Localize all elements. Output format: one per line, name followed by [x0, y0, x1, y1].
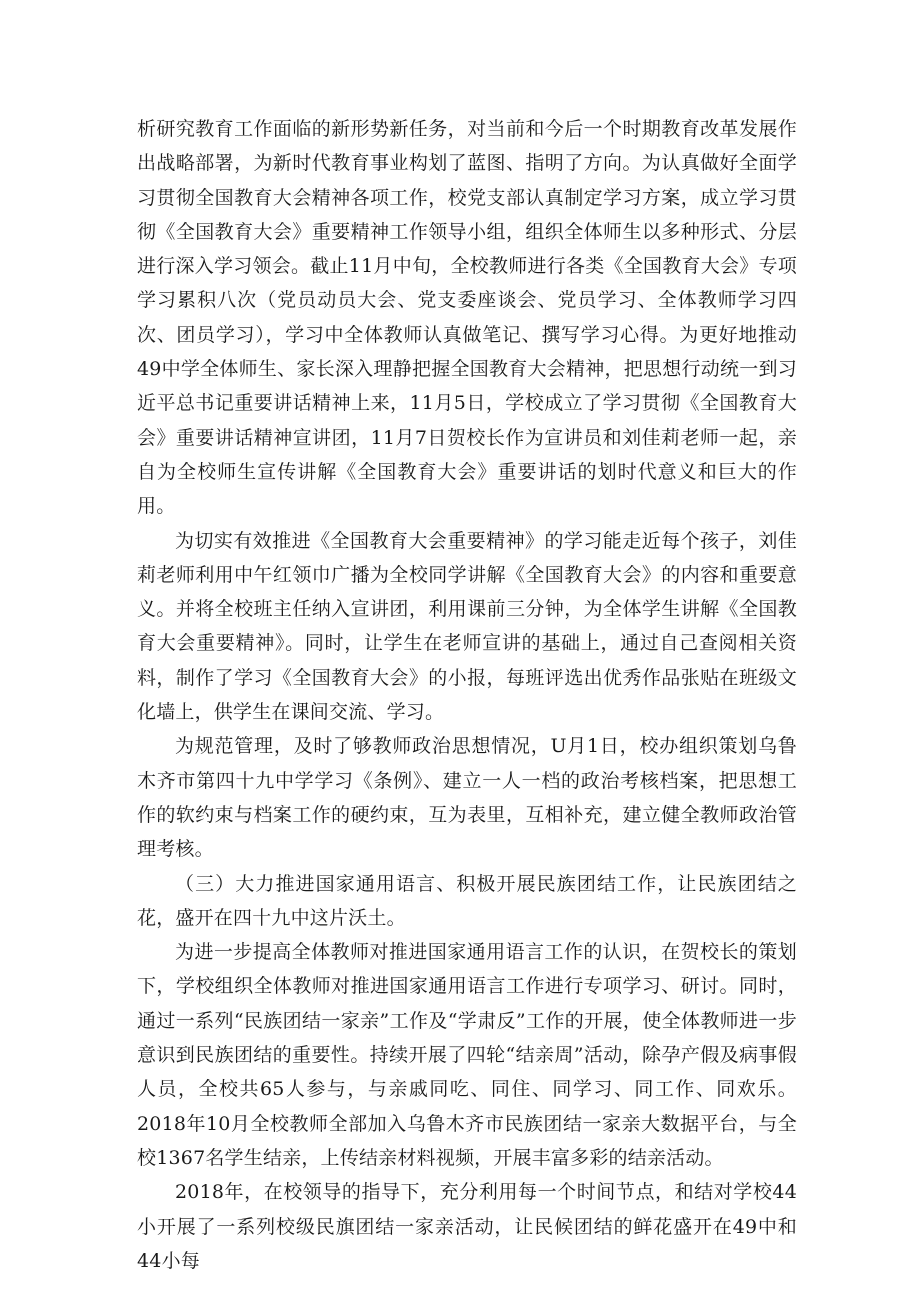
section-heading-three: （三）大力推进国家通用语言、积极开展民族团结工作，让民族团结之花，盛开在四十九中这片沃土。 [137, 872, 797, 929]
paragraph-national-language: 为进一步提高全体教师对推进国家通用语言工作的认识，在贺校长的策划下，学校组织全体教师对推进国家通用语言工作进行专项学习、研讨。同时，通过一系列“民族团结一家亲”工作及“学肃反”工作的开展，使全体教师进一步意识到民族团结的重要性。持续开展了四轮“结亲周”活动，除孕产假及病事假人员，全校共65人参与，与亲戚同吃、同住、同学习、同工作、同欢乐。2018年10月全校教师全部加入乌鲁木齐市民族团结一家亲大数据平台，与全校1367名学生结亲，上传结亲材料视频，开展丰富多彩的结亲活动。 [137, 941, 797, 1169]
paragraph-ethnic-unity-2018: 2018年，在校领导的指导下，充分利用每一个时间节点，和结对学校44小开展了一系列校级民旗团结一家亲活动，让民候团结的鲜花盛开在49中和44小每 [137, 1181, 797, 1272]
paragraph-political-management: 为规范管理，及时了够教师政治思想情况，U月1日，校办组织策划乌鲁木齐市第四十九中学学习《条例》、建立一人一档的政治考核档案，把思想工作的软约束与档案工作的硬约束，互为表里，互相补充，建立健全教师政治管理考核。 [137, 735, 797, 861]
document-body [137, 112, 797, 1278]
paragraph-red-scarf-broadcast: 为切实有效推进《全国教育大会重要精神》的学习能走近每个孩子，刘佳莉老师利用中午红领巾广播为全校同学讲解《全国教育大会》的内容和重要意义。并将全校班主任纳入宣讲团，利用课前三分钟，为全体学生讲解《全国教育大会重要精神》。同时，让学生在老师宣讲的基础上，通过自己查阅相关资料，制作了学习《全国教育大会》的小报，每班评选出优秀作品张贴在班级文化墙上，供学生在课间交流、学习。 [137, 529, 797, 724]
paragraph-continuation: 析研究教育工作面临的新形势新任务，对当前和今后一个时期教育改革发展作出战略部署，为新时代教育事业构划了蓝图、指明了方向。为认真做好全面学习贯彻全国教育大会精神各项工作，校党支部认真制定学习方案，成立学习贯彻《全国教育大会》重要精神工作领导小组，组织全体师生以多种形式、分层进行深入学习领会。截止11月中旬，全校教师进行各类《全国教育大会》专项学习累积八次（党员动员大会、党支委座谈会、党员学习、全体教师学习四次、团员学习），学习中全体教师认真做笔记、撰写学习心得。为更好地推动49中学全体师生、家长深入理静把握全国教育大会精神，把思想行动统一到习近平总书记重要讲话精神上来，11月5日，学校成立了学习贯彻《全国教育大会》重要讲话精神宣讲团，11月7日贺校长作为宣讲员和刘佳莉老师一起，亲自为全校师生宣传讲解《全国教育大会》重要讲话的划时代意义和巨大的作用。 [137, 118, 797, 518]
